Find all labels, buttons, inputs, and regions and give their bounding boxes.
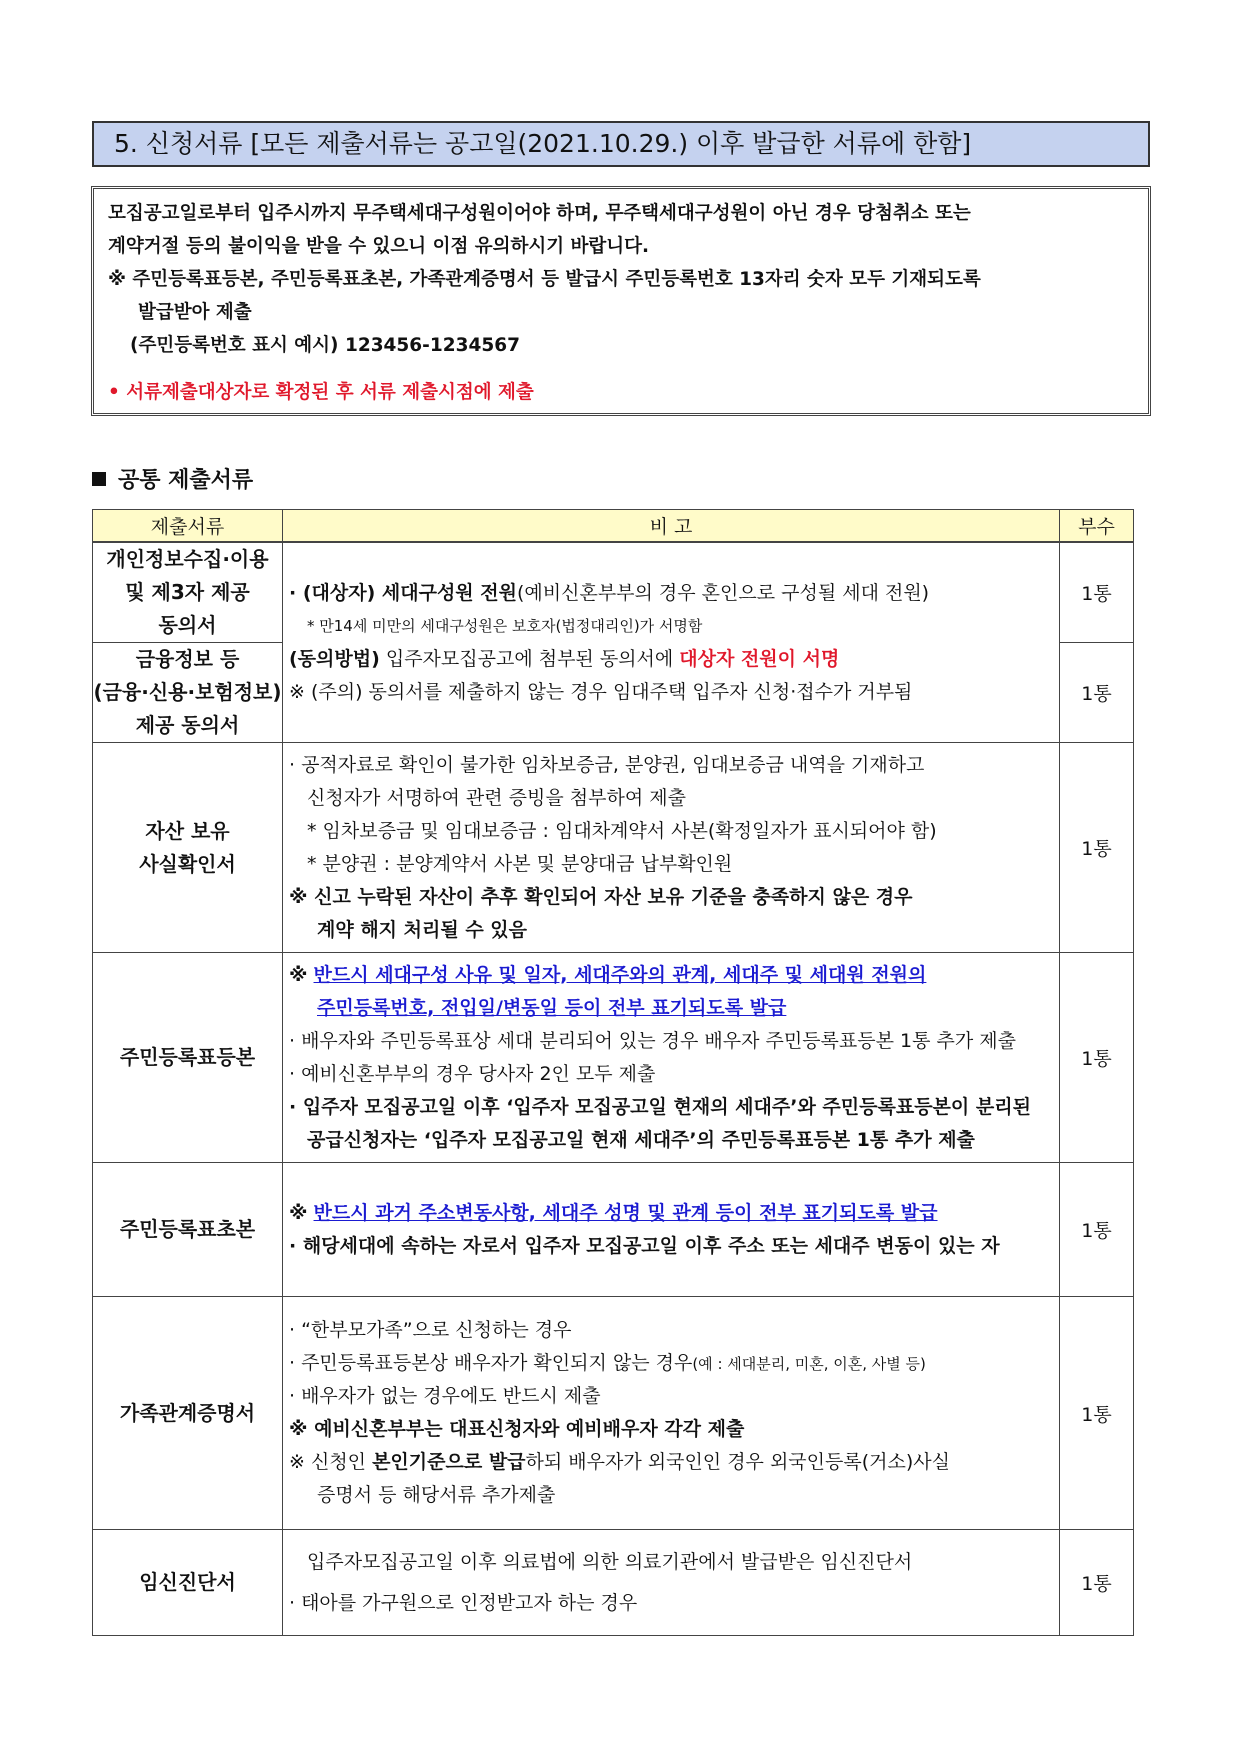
note-text: · 배우자와 주민등록표상 세대 분리되어 있는 경우 배우자 주민등록표등본 1통 추가 제출 <box>289 1029 1016 1052</box>
note-text: · 태아를 가구원으로 인정받고자 하는 경우 <box>289 1591 638 1614</box>
note-highlight: 반드시 과거 주소변동사항, 세대주 성명 및 관계 등이 전부 표기되도록 발급 <box>313 1201 938 1224</box>
section-title: 5. 신청서류 [모든 제출서류는 공고일(2021.10.29.) 이후 발급한 서류에 한함] <box>92 121 1150 167</box>
doc-name-line: 개인정보수집·이용 <box>106 547 269 571</box>
note-text: 입주자모집공고에 첨부된 동의서에 <box>385 647 674 670</box>
note-text: ※ (주의) 동의서를 제출하지 않는 경우 임대주택 입주자 신청·접수가 거부됨 <box>289 680 913 703</box>
header-doc: 제출서류 <box>93 510 283 543</box>
doc-name-line: 주민등록표초본 <box>119 1217 256 1241</box>
doc-name <box>93 953 283 1163</box>
note-text: (동의방법) <box>289 647 380 670</box>
note-highlight: 주민등록번호, 전입일/변동일 등이 전부 표기되도록 발급 <box>317 996 787 1019</box>
note-text: · 공적자료로 확인이 불가한 임차보증금, 분양권, 임대보증금 내역을 기재하고 <box>289 753 925 776</box>
doc-notes <box>283 1163 1060 1297</box>
doc-count: 1통 <box>1060 743 1134 953</box>
note-text: · 해당세대에 속하는 자로서 입주자 모집공고일 이후 주소 또는 세대주 변동이 있는 자 <box>289 1234 1000 1257</box>
doc-name-line: 가족관계증명서 <box>119 1400 256 1425</box>
note-text: · 입주자 모집공고일 이후 ‘입주자 모집공고일 현재의 세대주’와 주민등록표등본이 분리된 <box>289 1095 1031 1118</box>
documents-table <box>92 509 1134 1636</box>
common-docs-heading-text: 공통 제출서류 <box>118 468 254 493</box>
note-text: · 배우자가 없는 경우에도 반드시 제출 <box>289 1385 601 1407</box>
note-text: ※ 신고 누락된 자산이 추후 확인되어 자산 보유 기준을 충족하지 않은 경우 <box>289 885 913 908</box>
table-row <box>93 743 1134 953</box>
doc-name-line: 동의서 <box>158 613 217 637</box>
notice-line: 발급받아 제출 <box>138 302 252 323</box>
doc-notes <box>283 1530 1060 1636</box>
notice-line: (주민등록번호 표시 예시) 123456-1234567 <box>130 335 520 356</box>
doc-name-line: 금융정보 등 <box>135 647 240 671</box>
doc-name <box>93 1163 283 1297</box>
doc-count: 1통 <box>1060 1163 1134 1297</box>
doc-name-line: 및 제3자 제공 <box>125 580 250 604</box>
doc-notes <box>283 953 1060 1163</box>
table-row <box>93 1163 1134 1297</box>
note-text: · 예비신혼부부의 경우 당사자 2인 모두 제출 <box>289 1062 656 1085</box>
note-text: 입주자모집공고일 이후 의료법에 의한 의료기관에서 발급받은 임신진단서 <box>307 1550 913 1573</box>
note-text: * 분양권 : 분양계약서 사본 및 분양대금 납부확인원 <box>307 852 733 875</box>
note-text: · 주민등록표등본상 배우자가 확인되지 않는 경우 <box>289 1352 693 1374</box>
note-text: (예비신혼부부의 경우 혼인으로 구성될 세대 전원) <box>516 581 930 604</box>
doc-name-line: 자산 보유 <box>145 818 230 843</box>
note-highlight: 대상자 전원이 서명 <box>679 647 840 670</box>
note-text: 본인기준으로 발급 <box>372 1451 526 1473</box>
note-highlight: 반드시 세대구성 사유 및 일자, 세대주와의 관계, 세대주 및 세대원 전원의 <box>313 963 927 986</box>
doc-count: 1통 <box>1060 542 1134 643</box>
doc-name-line: 사실확인서 <box>139 851 236 876</box>
doc-name <box>93 1530 283 1636</box>
notice-red-line: • 서류제출대상자로 확정된 후 서류 제출시점에 제출 <box>108 382 534 403</box>
doc-name-line: 제공 동의서 <box>135 713 240 737</box>
consent-notes <box>283 542 1060 743</box>
notice-line: 계약거절 등의 불이익을 받을 수 있으니 이점 유의하시기 바랍니다. <box>108 236 650 257</box>
doc-name-line: 주민등록표등본 <box>119 1045 256 1069</box>
note-text: (예 : 세대분리, 미혼, 이혼, 사별 등) <box>692 1355 926 1373</box>
doc-name-line: 임신진단서 <box>139 1570 236 1594</box>
doc-count: 1통 <box>1060 1530 1134 1636</box>
doc-notes <box>283 743 1060 953</box>
doc-notes <box>283 1297 1060 1530</box>
doc-name <box>93 542 283 643</box>
note-text: · (대상자) 세대구성원 전원 <box>289 581 517 604</box>
doc-name-line: (금융·신용·보험정보) <box>93 680 282 704</box>
note-text: ※ 예비신혼부부는 대표신청자와 예비배우자 각각 제출 <box>289 1418 745 1440</box>
note-text: 하되 배우자가 외국인인 경우 외국인등록(거소)사실 <box>525 1451 950 1473</box>
square-bullet-icon <box>92 472 106 486</box>
doc-name <box>93 1297 283 1530</box>
note-text: * 임차보증금 및 임대보증금 : 임대차계약서 사본(확정일자가 표시되어야 함) <box>307 819 937 842</box>
note-text: * 만14세 미만의 세대구성원은 보호자(법정대리인)가 서명함 <box>307 616 703 635</box>
note-text: 공급신청자는 ‘입주자 모집공고일 현재 세대주’의 주민등록표등본 1통 추가 제출 <box>307 1128 975 1151</box>
note-text: 계약 해지 처리될 수 있음 <box>317 918 527 941</box>
note-text: · “한부모가족”으로 신청하는 경우 <box>289 1319 572 1341</box>
notice-box <box>91 186 1151 416</box>
table-row <box>93 953 1134 1163</box>
note-text: ※ <box>289 963 308 986</box>
table-row <box>93 542 1134 643</box>
header-note: 비 고 <box>283 510 1060 543</box>
doc-count: 1통 <box>1060 643 1134 743</box>
note-text: ※ <box>289 1201 308 1224</box>
table-row <box>93 1530 1134 1636</box>
note-text: 신청자가 서명하여 관련 증빙을 첨부하여 제출 <box>307 786 686 809</box>
common-docs-heading <box>92 463 253 494</box>
doc-name <box>93 643 283 743</box>
note-text: 증명서 등 해당서류 추가제출 <box>317 1484 556 1506</box>
doc-name <box>93 743 283 953</box>
table-header-row <box>93 510 1134 543</box>
note-text: ※ 신청인 <box>289 1451 367 1473</box>
header-count: 부수 <box>1060 510 1134 543</box>
doc-count: 1통 <box>1060 1297 1134 1530</box>
table-row <box>93 1297 1134 1530</box>
doc-count: 1통 <box>1060 953 1134 1163</box>
notice-line: 모집공고일로부터 입주시까지 무주택세대구성원이어야 하며, 무주택세대구성원이 아닌 경우 당첨취소 또는 <box>108 203 971 224</box>
notice-line: ※ 주민등록표등본, 주민등록표초본, 가족관계증명서 등 발급시 주민등록번호 13자리 숫자 모두 기재되도록 <box>108 269 981 290</box>
